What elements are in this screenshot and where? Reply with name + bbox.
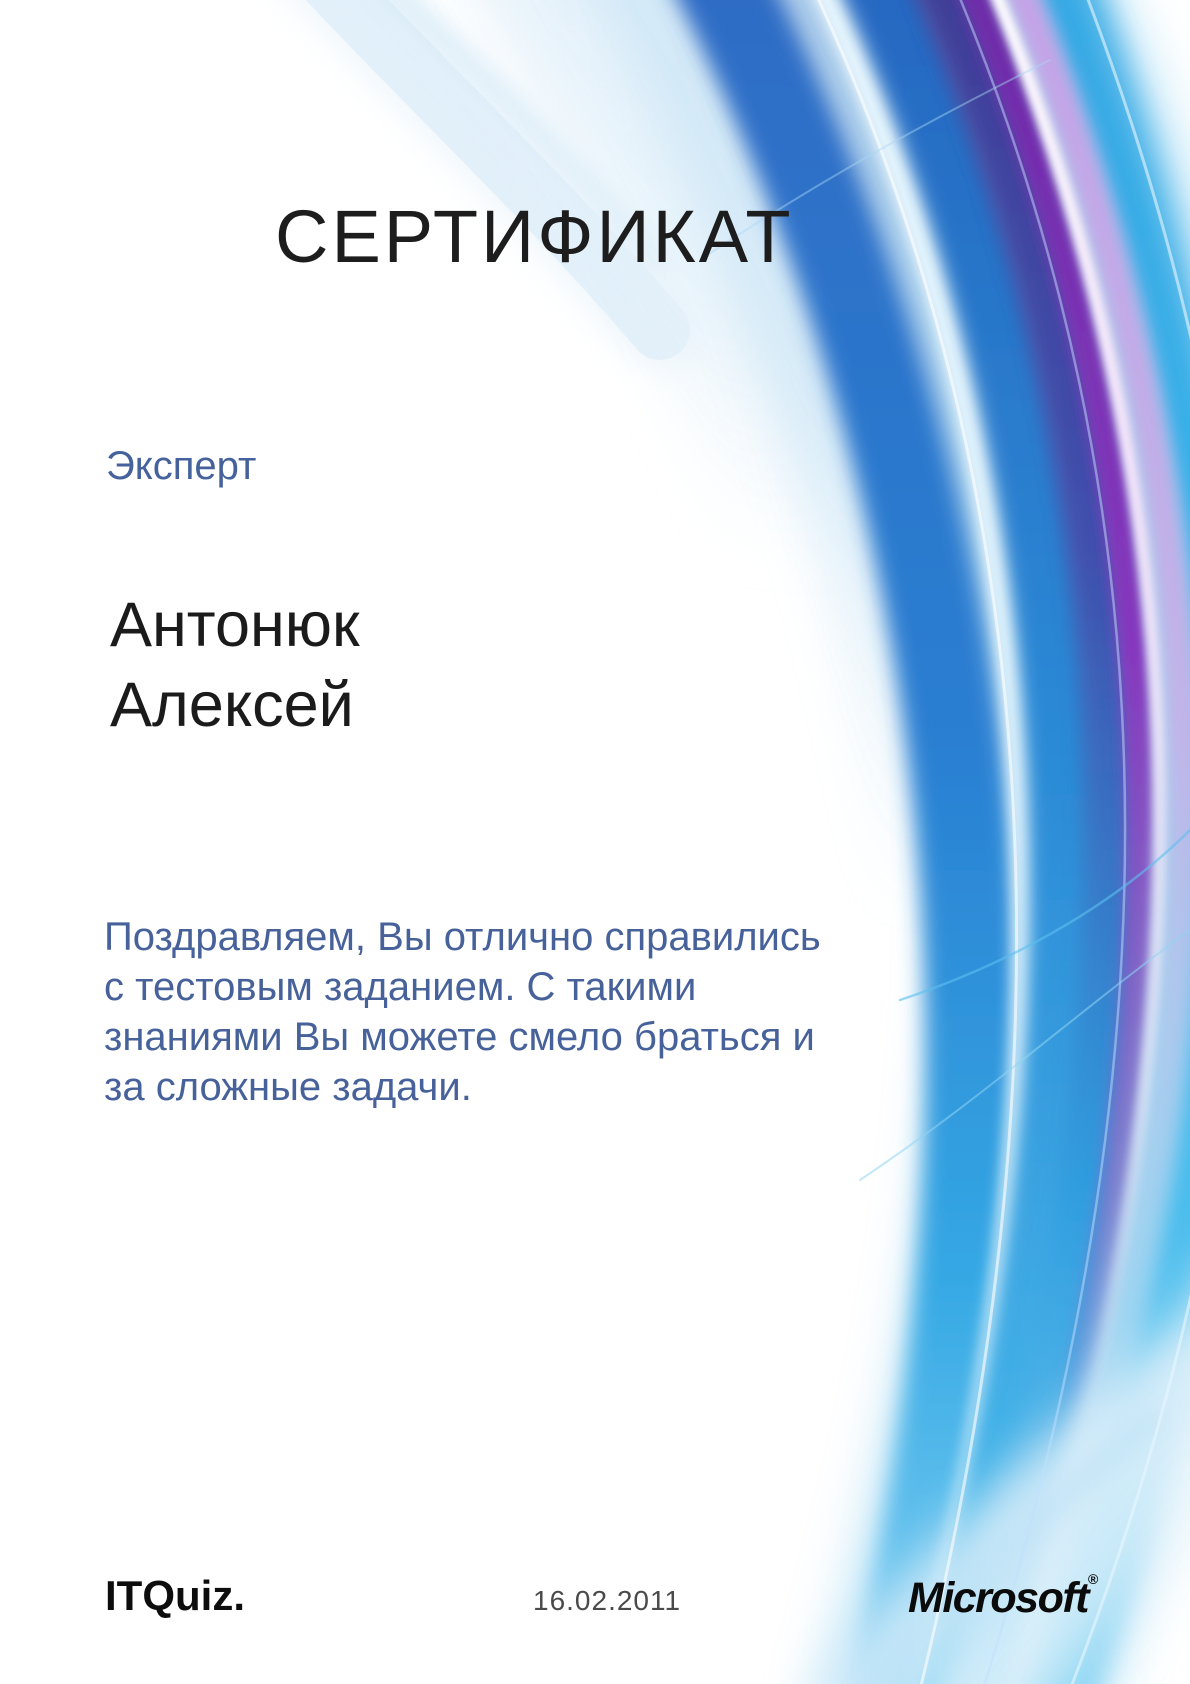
recipient-name-line2: Алексей: [110, 670, 354, 740]
congratulation-line: за сложные задачи.: [104, 1065, 472, 1109]
congratulation-line: Поздравляем, Вы отлично справились: [104, 915, 821, 959]
recipient-name-line1: Антонюк: [110, 590, 360, 660]
congratulation-line: с тестовым заданием. С такими: [104, 965, 697, 1009]
issue-date: 16.02.2011: [533, 1585, 682, 1616]
microsoft-logo: [908, 1572, 1098, 1620]
congratulation-text: [104, 912, 821, 1112]
recipient-name: [110, 585, 360, 745]
registered-mark-icon: ®: [1088, 1571, 1099, 1587]
certificate-title: СЕРТИФИКАТ: [275, 195, 794, 278]
qualification-label: Эксперт: [106, 444, 257, 488]
itquiz-logo: ITQuiz.: [105, 1572, 245, 1619]
congratulation-line: знаниями Вы можете смело браться и: [104, 1015, 815, 1059]
microsoft-logo-text: Microsoft: [908, 1574, 1088, 1622]
